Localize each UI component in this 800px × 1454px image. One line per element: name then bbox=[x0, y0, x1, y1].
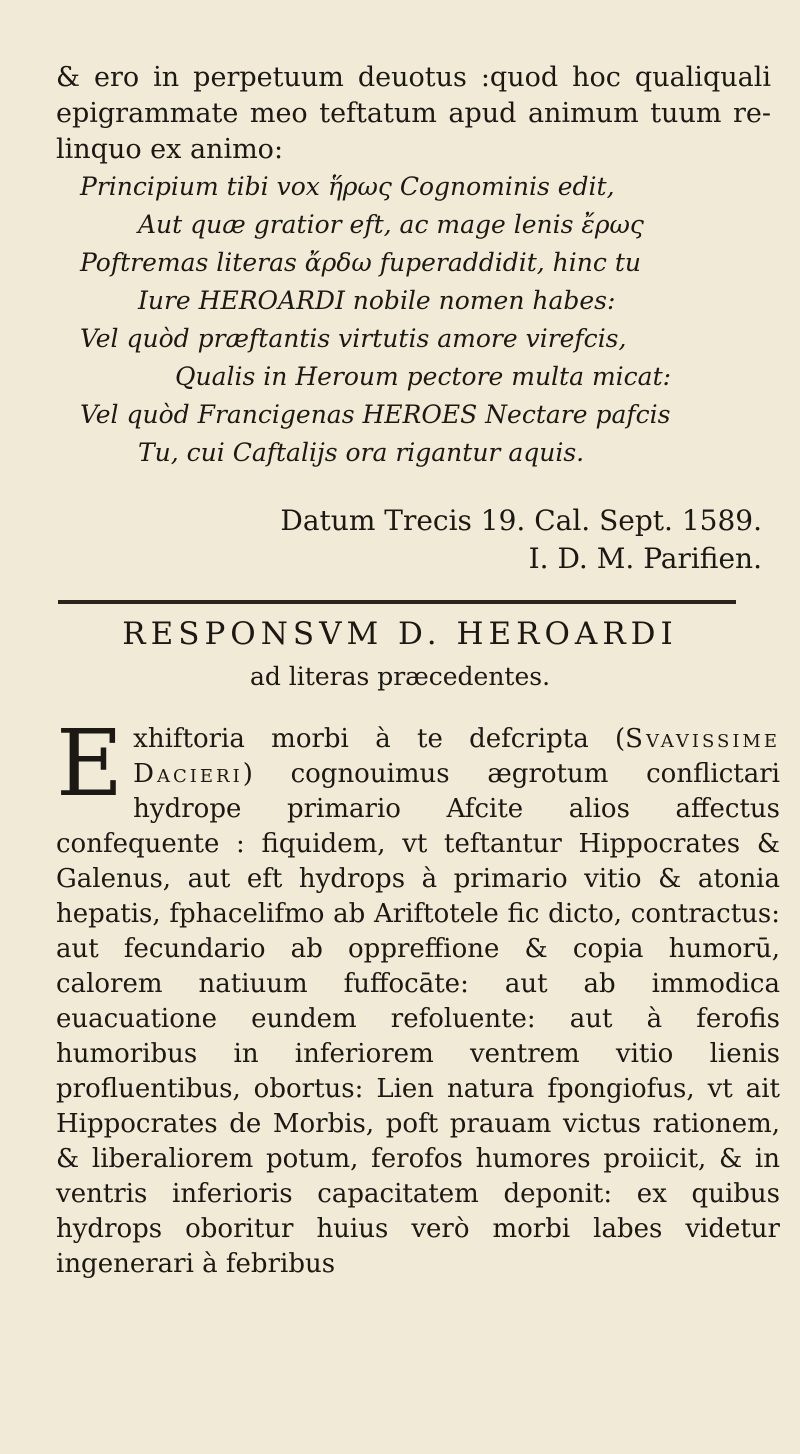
response-subheading: ad literas præcedentes. bbox=[249, 662, 551, 691]
poem-line: Tu, cui Caftalijs ora rigantur aquis. bbox=[138, 438, 585, 467]
poem-line: Vel quòd præftantis virtutis amore virefcis, bbox=[80, 324, 627, 353]
response-paragraph bbox=[56, 710, 780, 1282]
response-heading: RESPONSVM D. HEROARDI bbox=[122, 616, 678, 652]
poem-line: Vel quòd Francigenas HEROES Nectare pafcis bbox=[80, 400, 671, 429]
section-divider bbox=[58, 600, 736, 604]
poem-line: Principium tibi vox ἥρως Cognominis edit, bbox=[80, 172, 615, 201]
poem-line: Aut quæ gratior eft, ac mage lenis ἔρως bbox=[138, 210, 644, 239]
response-body bbox=[56, 710, 780, 1282]
intro-text: & ero in perpetuum deuotus :quod hoc qualiquali epigrammate meo teftatum apud animum tuum re- linquo ex animo: bbox=[56, 62, 771, 165]
dateline bbox=[280, 502, 762, 578]
opening-words: xhiftoria morbi à te defcripta ( bbox=[133, 724, 626, 754]
intro-paragraph bbox=[56, 60, 771, 168]
poem-line: Iure HEROARDI nobile nomen habes: bbox=[138, 286, 616, 315]
signature-line: I. D. M. Parifien. bbox=[528, 542, 762, 575]
body-text: ) cognouimus ægrotum conflictari hydrope primario Afcite alios affectus confequente : fiquidem, vt teftantur Hippocrates & Galenus, aut eft hydrops à primario vitio & atonia hepatis, fphacelifmo ab Ariftotele fic dicto, contractus: aut fecundario ab oppreffione & copia humorū, calorem natiuum fuffocāte: aut ab immodica euacuatione eundem refoluente: aut à ferofis humoribus in inferiorem ventrem vitio lienis profluentibus, obortus: Lien natura fpongiofus, vt ait Hippocrates de Morbis, poft prauam victus rationem, & liberaliorem potum, ferofos humores proiicit, & in ventris inferioris capacitatem deponit: ex quibus hydrops oboritur huius verò morbi labes videtur ingenerari à febribus bbox=[56, 759, 780, 1279]
poem-line: Qualis in Heroum pectore multa micat: bbox=[175, 362, 672, 391]
drop-cap: E bbox=[56, 710, 124, 817]
epigram bbox=[80, 168, 770, 472]
addressee: Svavissime Dacieri bbox=[133, 724, 780, 789]
date-line: Datum Trecis 19. Cal. Sept. 1589. bbox=[280, 504, 762, 537]
poem-line: Poftremas literas ἄρδω fuperaddidit, hinc tu bbox=[80, 248, 641, 277]
